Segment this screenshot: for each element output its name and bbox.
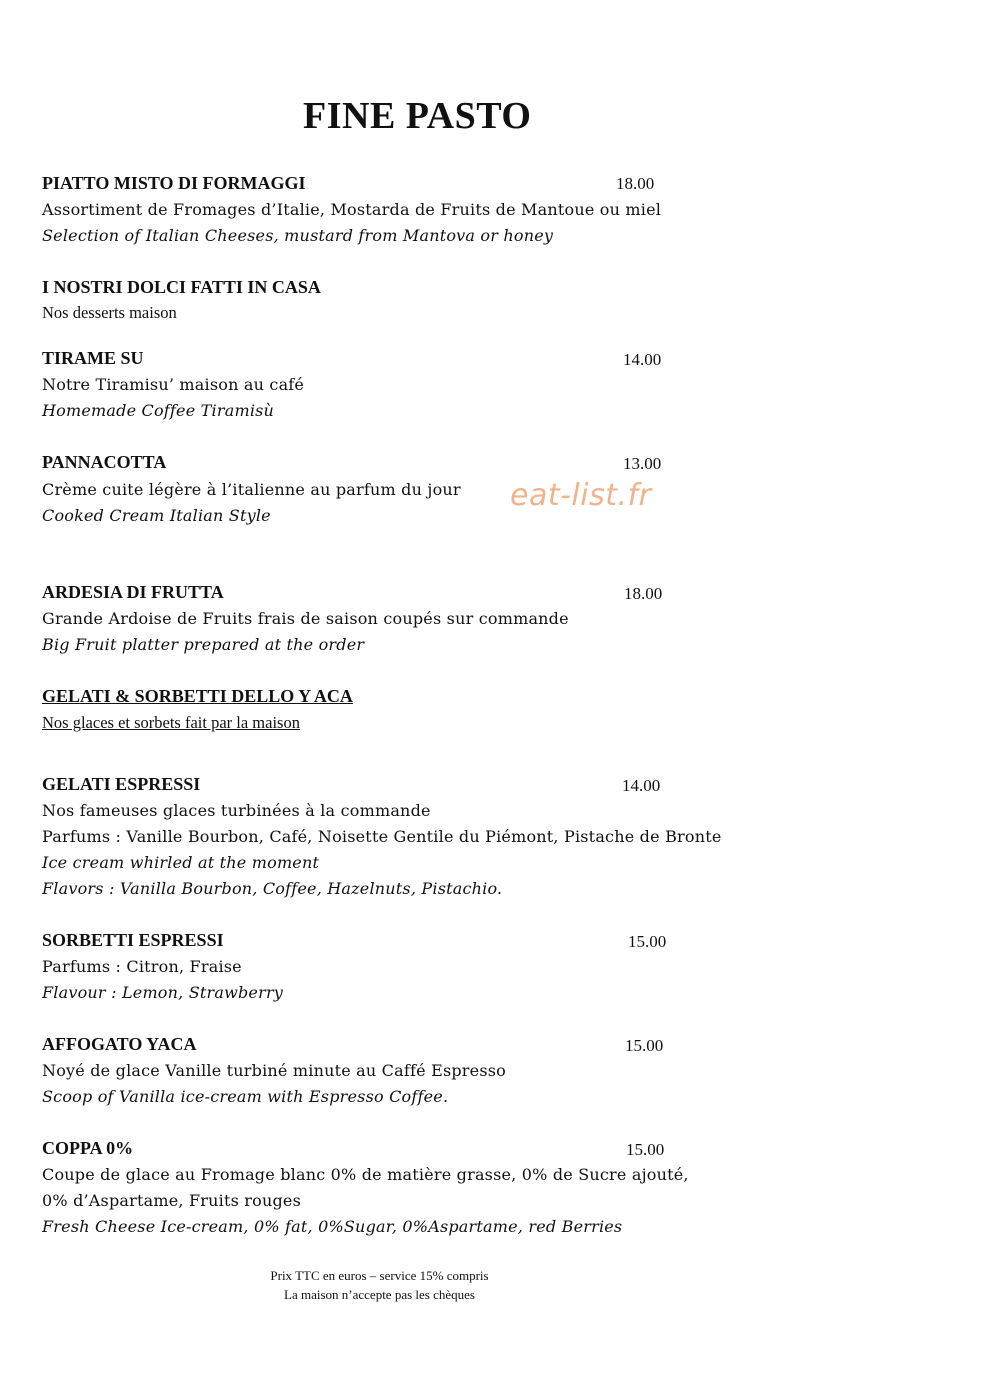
item-description-en: Big Fruit platter prepared at the order (42, 635, 365, 654)
watermark: eat-list.fr (510, 478, 652, 513)
item-description-en: Homemade Coffee Tiramisù (42, 401, 275, 420)
item-price: 18.00 (624, 584, 663, 603)
item-name: COPPA 0% (42, 1138, 134, 1158)
item-price: 15.00 (628, 932, 667, 951)
section-subtitle: Nos desserts maison (42, 303, 177, 322)
section-subtitle: Nos glaces et sorbets fait par la maison (42, 713, 300, 732)
item-description-en: Ice cream whirled at the moment (42, 853, 320, 872)
footer-cheque-note: La maison n’accepte pas les chèques (284, 1287, 475, 1302)
item-price: 15.00 (625, 1036, 664, 1055)
item-name: PANNACOTTA (42, 452, 167, 472)
item-price: 15.00 (626, 1140, 665, 1159)
item-description-en: Fresh Cheese Ice-cream, 0% fat, 0%Sugar, 0%Aspartame, red Berries (42, 1217, 623, 1236)
item-name: SORBETTI ESPRESSI (42, 930, 224, 950)
item-description-en: Cooked Cream Italian Style (42, 506, 271, 525)
section-heading: GELATI & SORBETTI DELLO Y ACA (42, 686, 353, 706)
item-description-fr: Grande Ardoise de Fruits frais de saison coupés sur commande (42, 609, 569, 628)
item-description-fr: Crème cuite légère à l’italienne au parfum du jour (42, 480, 461, 499)
item-name: TIRAME SU (42, 348, 144, 368)
item-price: 14.00 (623, 350, 662, 369)
item-description-fr: Nos fameuses glaces turbinées à la commande (42, 801, 431, 820)
item-description-en: Selection of Italian Cheeses, mustard from Mantova or honey (42, 226, 554, 245)
footer-price-note: Prix TTC en euros – service 15% compris (270, 1268, 489, 1283)
item-name: GELATI ESPRESSI (42, 774, 201, 794)
item-description-fr: Noyé de glace Vanille turbiné minute au Caffé Espresso (42, 1061, 506, 1080)
item-description-fr: Notre Tiramisu’ maison au café (42, 375, 305, 394)
item-price: 13.00 (623, 454, 662, 473)
item-description-fr-2: 0% d’Aspartame, Fruits rouges (42, 1191, 301, 1210)
item-name: AFFOGATO YACA (42, 1034, 197, 1054)
item-name: PIATTO MISTO DI FORMAGGI (42, 173, 306, 193)
item-description-fr-2: Parfums : Vanille Bourbon, Café, Noisette Gentile du Piémont, Pistache de Bronte (42, 827, 722, 846)
page-title: FINE PASTO (303, 95, 532, 137)
item-description-en: Flavour : Lemon, Strawberry (42, 983, 284, 1002)
item-description-fr: Parfums : Citron, Fraise (42, 957, 242, 976)
item-description-en-2: Flavors : Vanilla Bourbon, Coffee, Hazelnuts, Pistachio. (42, 879, 503, 898)
item-description-fr: Assortiment de Fromages d’Italie, Mostarda de Fruits de Mantoue ou miel (42, 200, 662, 219)
item-description-fr: Coupe de glace au Fromage blanc 0% de matière grasse, 0% de Sucre ajouté, (42, 1165, 689, 1184)
section-heading: I NOSTRI DOLCI FATTI IN CASA (42, 277, 321, 297)
item-name: ARDESIA DI FRUTTA (42, 582, 224, 602)
item-price: 14.00 (622, 776, 661, 795)
item-description-en: Scoop of Vanilla ice-cream with Espresso Coffee. (42, 1087, 449, 1106)
item-price: 18.00 (616, 174, 655, 193)
